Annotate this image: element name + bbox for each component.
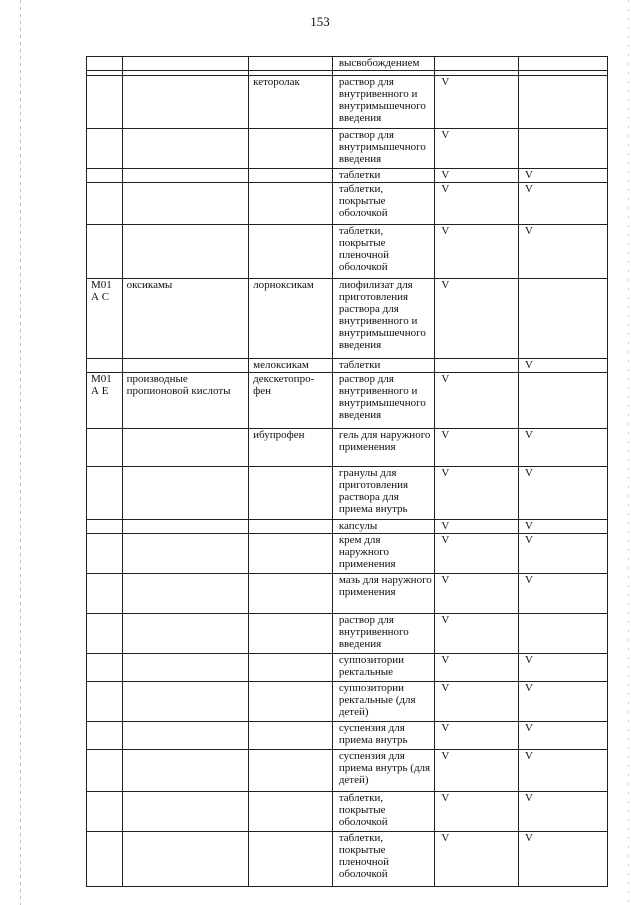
table-row xyxy=(87,57,608,71)
mark-column-1-cell: V xyxy=(435,169,519,183)
mark-column-2-cell: V xyxy=(519,682,608,722)
mark-column-1-cell: V xyxy=(435,682,519,722)
table-row xyxy=(87,429,608,467)
mark-column-2-cell: V xyxy=(519,467,608,520)
table-row xyxy=(87,574,608,614)
drug-table xyxy=(86,56,608,887)
drug-name-cell xyxy=(249,832,333,887)
mark-column-2-cell xyxy=(519,614,608,654)
mark-column-2-cell xyxy=(519,76,608,129)
table-body xyxy=(87,57,608,887)
atc-code-cell xyxy=(87,682,123,722)
dosage-form-cell: таблетки, покрытые пленочной оболочкой xyxy=(332,225,435,279)
drug-name-cell xyxy=(249,614,333,654)
mark-column-1-cell: V xyxy=(435,429,519,467)
atc-code-cell xyxy=(87,614,123,654)
mark-column-1-cell: V xyxy=(435,467,519,520)
atc-code-cell xyxy=(87,534,123,574)
mark-column-2-cell xyxy=(519,373,608,429)
atc-code-cell xyxy=(87,429,123,467)
mark-column-1-cell: V xyxy=(435,792,519,832)
mark-column-2-cell: V xyxy=(519,654,608,682)
mark-column-2-cell: V xyxy=(519,792,608,832)
mark-column-1-cell: V xyxy=(435,654,519,682)
table-row xyxy=(87,169,608,183)
atc-code-cell xyxy=(87,654,123,682)
table-row xyxy=(87,225,608,279)
table-row xyxy=(87,183,608,225)
mark-column-2-cell: V xyxy=(519,183,608,225)
mark-column-1-cell: V xyxy=(435,129,519,169)
mark-column-2-cell: V xyxy=(519,534,608,574)
atc-code-cell xyxy=(87,359,123,373)
pharm-group-cell xyxy=(122,682,249,722)
mark-column-1-cell: V xyxy=(435,614,519,654)
atc-code-cell xyxy=(87,722,123,750)
pharm-group-cell xyxy=(122,654,249,682)
mark-column-1-cell: V xyxy=(435,722,519,750)
mark-column-2-cell xyxy=(519,57,608,71)
mark-column-2-cell: V xyxy=(519,359,608,373)
drug-name-cell xyxy=(249,534,333,574)
pharm-group-cell xyxy=(122,169,249,183)
mark-column-1-cell: V xyxy=(435,373,519,429)
mark-column-2-cell xyxy=(519,129,608,169)
pharm-group-cell xyxy=(122,225,249,279)
scan-edge-left xyxy=(20,0,21,905)
pharm-group-cell xyxy=(122,520,249,534)
page-number: 153 xyxy=(310,14,330,29)
pharm-group-cell xyxy=(122,792,249,832)
table-row xyxy=(87,279,608,359)
drug-name-cell xyxy=(249,520,333,534)
table-row xyxy=(87,520,608,534)
dosage-form-cell: крем для наружного применения xyxy=(332,534,435,574)
drug-name-cell xyxy=(249,722,333,750)
dosage-form-cell: раствор для внутривенного и внутримышечного введения xyxy=(332,373,435,429)
dosage-form-cell: гель для наружного применения xyxy=(332,429,435,467)
table-row xyxy=(87,654,608,682)
mark-column-1-cell: V xyxy=(435,832,519,887)
pharm-group-cell xyxy=(122,750,249,792)
dosage-form-cell: раствор для внутримышечного введения xyxy=(332,129,435,169)
mark-column-2-cell: V xyxy=(519,722,608,750)
drug-name-cell: декскетопро-фен xyxy=(249,373,333,429)
atc-code-cell xyxy=(87,76,123,129)
drug-name-cell xyxy=(249,183,333,225)
table-row xyxy=(87,359,608,373)
atc-code-cell xyxy=(87,467,123,520)
mark-column-1-cell: V xyxy=(435,279,519,359)
pharm-group-cell xyxy=(122,614,249,654)
dosage-form-cell: таблетки, покрытые оболочкой xyxy=(332,183,435,225)
dosage-form-cell: мазь для наружного применения xyxy=(332,574,435,614)
atc-code-cell xyxy=(87,832,123,887)
mark-column-2-cell: V xyxy=(519,520,608,534)
drug-name-cell xyxy=(249,792,333,832)
dosage-form-cell: раствор для внутривенного введения xyxy=(332,614,435,654)
mark-column-1-cell: V xyxy=(435,574,519,614)
dosage-form-cell: гранулы для приготовления раствора для приема внутрь xyxy=(332,467,435,520)
atc-code-cell: М01А С xyxy=(87,279,123,359)
pharm-group-cell xyxy=(122,76,249,129)
dosage-form-cell: суспензия для приема внутрь xyxy=(332,722,435,750)
pharm-group-cell xyxy=(122,429,249,467)
mark-column-1-cell: V xyxy=(435,534,519,574)
dosage-form-cell: таблетки xyxy=(332,359,435,373)
mark-column-2-cell xyxy=(519,279,608,359)
pharm-group-cell xyxy=(122,129,249,169)
drug-name-cell xyxy=(249,574,333,614)
drug-name-cell: лорноксикам xyxy=(249,279,333,359)
atc-code-cell xyxy=(87,520,123,534)
dosage-form-cell: таблетки, покрытые пленочной оболочкой xyxy=(332,832,435,887)
pharm-group-cell xyxy=(122,574,249,614)
pharm-group-cell xyxy=(122,534,249,574)
dosage-form-cell: суспензия для приема внутрь (для детей) xyxy=(332,750,435,792)
atc-code-cell xyxy=(87,169,123,183)
pharm-group-cell xyxy=(122,467,249,520)
drug-name-cell: кеторолак xyxy=(249,76,333,129)
atc-code-cell xyxy=(87,129,123,169)
drug-name-cell xyxy=(249,467,333,520)
mark-column-2-cell: V xyxy=(519,225,608,279)
drug-name-cell: ибупрофен xyxy=(249,429,333,467)
table-row xyxy=(87,373,608,429)
atc-code-cell xyxy=(87,225,123,279)
pharm-group-cell: оксикамы xyxy=(122,279,249,359)
drug-name-cell xyxy=(249,169,333,183)
atc-code-cell xyxy=(87,792,123,832)
pharm-group-cell: производные пропионовой кислоты xyxy=(122,373,249,429)
mark-column-1-cell: V xyxy=(435,183,519,225)
drug-name-cell xyxy=(249,225,333,279)
pharm-group-cell xyxy=(122,359,249,373)
drug-name-cell xyxy=(249,750,333,792)
table-row xyxy=(87,129,608,169)
dosage-form-cell: таблетки, покрытые оболочкой xyxy=(332,792,435,832)
drug-name-cell xyxy=(249,57,333,71)
mark-column-1-cell xyxy=(435,57,519,71)
atc-code-cell xyxy=(87,574,123,614)
mark-column-2-cell: V xyxy=(519,832,608,887)
atc-code-cell xyxy=(87,183,123,225)
table-row xyxy=(87,832,608,887)
atc-code-cell: М01А Е xyxy=(87,373,123,429)
table-row xyxy=(87,750,608,792)
table-row xyxy=(87,682,608,722)
dosage-form-cell: раствор для внутривенного и внутримышечного введения xyxy=(332,76,435,129)
dosage-form-cell: суппозитории ректальные xyxy=(332,654,435,682)
table-row xyxy=(87,722,608,750)
pharm-group-cell xyxy=(122,183,249,225)
drug-name-cell xyxy=(249,682,333,722)
mark-column-2-cell: V xyxy=(519,750,608,792)
drug-name-cell xyxy=(249,129,333,169)
mark-column-1-cell: V xyxy=(435,76,519,129)
mark-column-2-cell: V xyxy=(519,429,608,467)
table-row xyxy=(87,792,608,832)
dosage-form-cell: таблетки xyxy=(332,169,435,183)
dosage-form-cell: высвобождением xyxy=(332,57,435,71)
pharm-group-cell xyxy=(122,722,249,750)
mark-column-1-cell xyxy=(435,359,519,373)
table-row xyxy=(87,467,608,520)
dosage-form-cell: суппозитории ректальные (для детей) xyxy=(332,682,435,722)
mark-column-2-cell: V xyxy=(519,169,608,183)
mark-column-2-cell: V xyxy=(519,574,608,614)
drug-name-cell xyxy=(249,654,333,682)
mark-column-1-cell: V xyxy=(435,750,519,792)
table-row xyxy=(87,614,608,654)
drug-name-cell: мелоксикам xyxy=(249,359,333,373)
dosage-form-cell: лиофилизат для приготовления раствора для внутривенного и внутримышечного введения xyxy=(332,279,435,359)
pharm-group-cell xyxy=(122,832,249,887)
table-row xyxy=(87,534,608,574)
mark-column-1-cell: V xyxy=(435,225,519,279)
scan-edge-right xyxy=(628,0,629,905)
atc-code-cell xyxy=(87,750,123,792)
table-row xyxy=(87,76,608,129)
mark-column-1-cell: V xyxy=(435,520,519,534)
dosage-form-cell: капсулы xyxy=(332,520,435,534)
pharm-group-cell xyxy=(122,57,249,71)
atc-code-cell xyxy=(87,57,123,71)
